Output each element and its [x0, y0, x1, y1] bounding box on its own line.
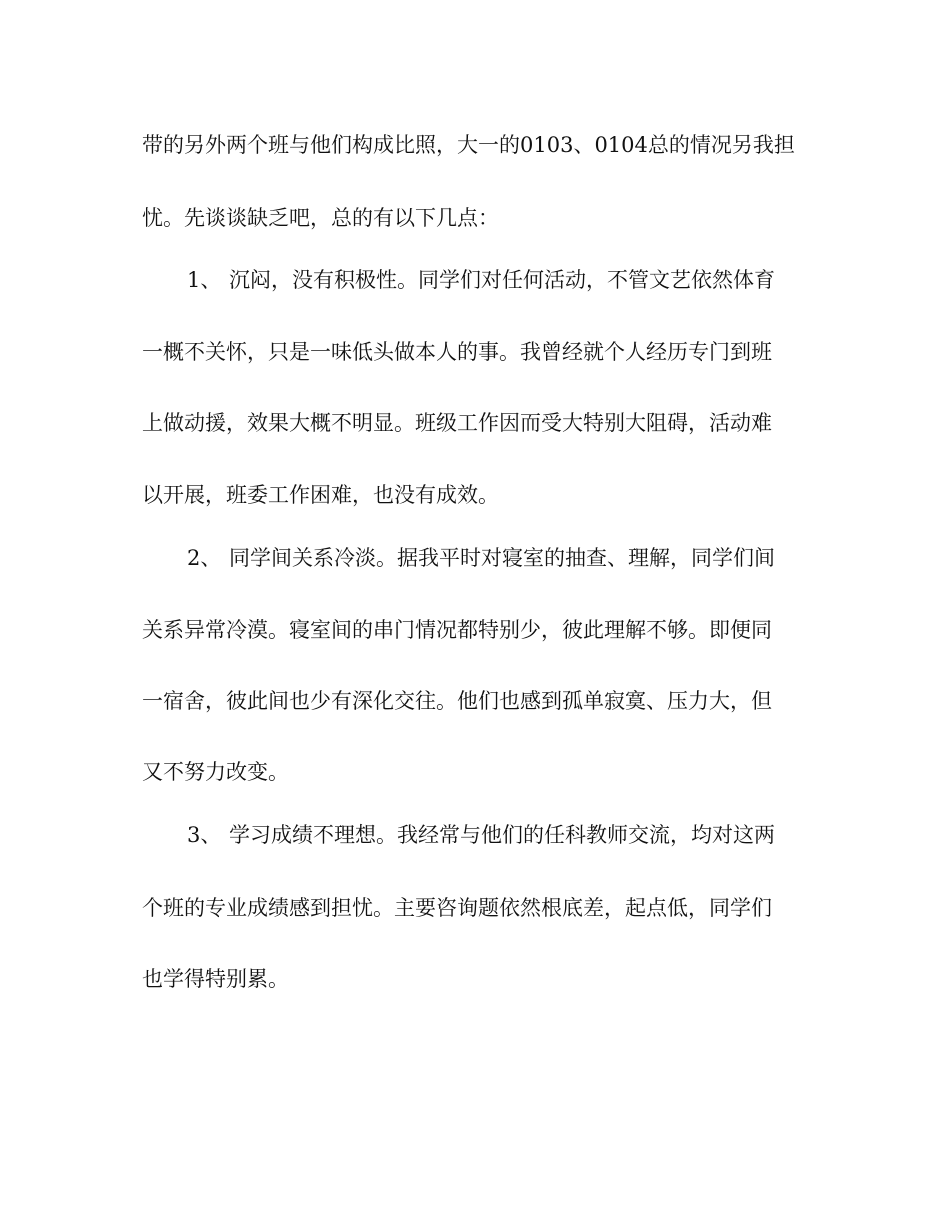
list-item-text: 同学间关系冷淡。据我平时对寝室的抽查、理解，同学们间: [229, 546, 775, 570]
list-item-number: 1、: [187, 268, 222, 292]
paragraph-line: 上做动援，效果大概不明显。班级工作因而受大特别大阻碍，活动难: [142, 411, 772, 435]
paragraph-line: 关系异常冷漠。寝室间的串门情况都特别少，彼此理解不够。即便同: [142, 618, 772, 642]
list-item-1: [187, 265, 775, 295]
paragraph-line: 个班的专业成绩感到担忧。主要咨询题依然根底差，起点低，同学们: [142, 896, 772, 920]
paragraph-line: 一概不关怀，只是一味低头做本人的事。我曾经就个人经历专门到班: [142, 340, 772, 364]
paragraph-line: 带的另外两个班与他们构成比照，大一的0103、0104总的情况另我担: [142, 133, 795, 157]
list-item-text: 学习成绩不理想。我经常与他们的任科教师交流，均对这两: [229, 823, 775, 847]
list-item-2: [187, 543, 775, 573]
paragraph-line: 忧。先谈谈缺乏吧，总的有以下几点：: [142, 206, 499, 230]
paragraph-line: 一宿舍，彼此间也少有深化交往。他们也感到孤单寂寞、压力大，但: [142, 689, 772, 713]
paragraph-line: 又不努力改变。: [142, 760, 289, 784]
list-item-number: 3、: [187, 823, 222, 847]
list-item-number: 2、: [187, 546, 222, 570]
paragraph-line: 以开展，班委工作困难，也没有成效。: [142, 483, 499, 507]
list-item-text: 沉闷，没有积极性。同学们对任何活动，不管文艺依然体育: [229, 268, 775, 292]
list-item-3: [187, 820, 775, 850]
paragraph-line: 也学得特别累。: [142, 967, 289, 991]
